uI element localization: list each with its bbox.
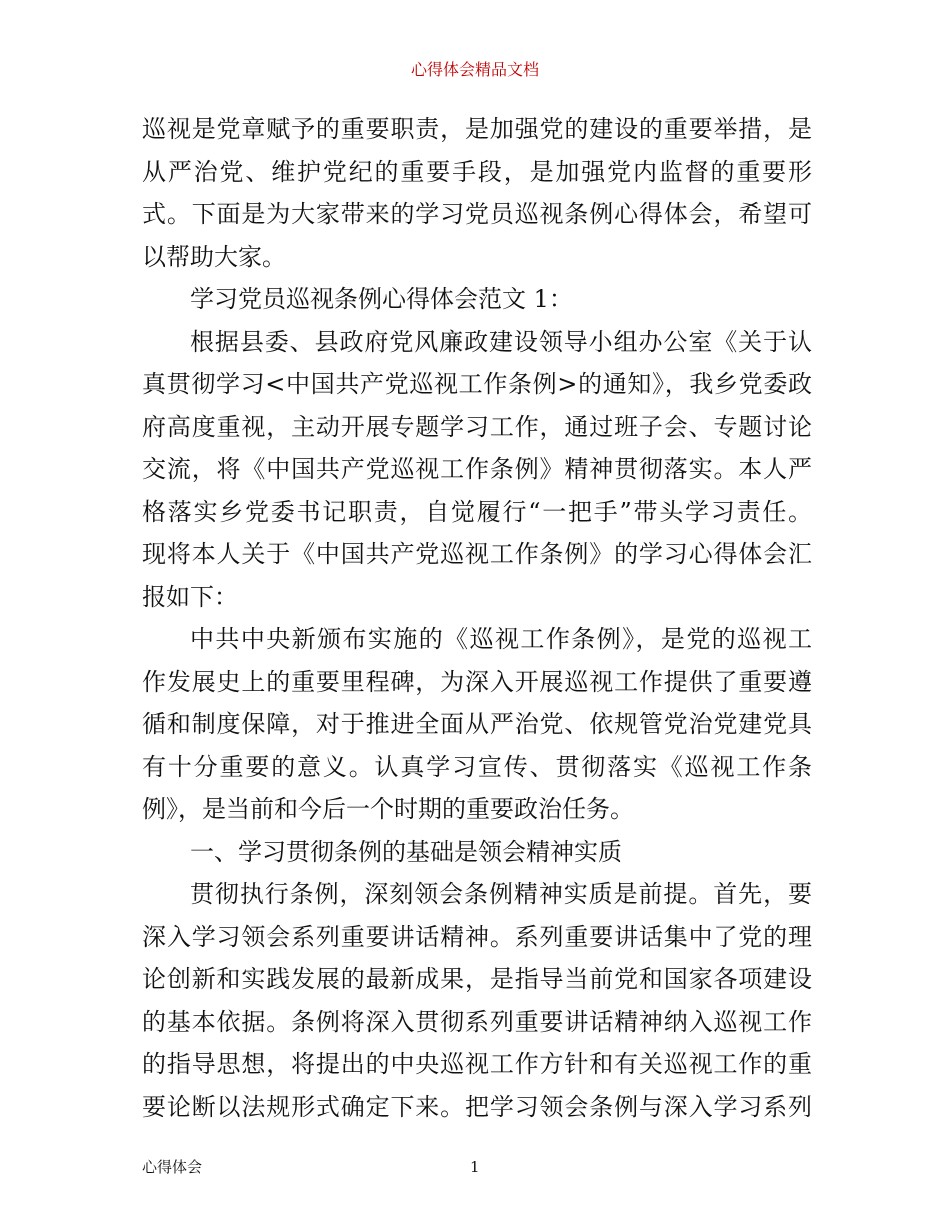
body-line: 根据县委、县政府党风廉政建设领导小组办公室《关于认 bbox=[190, 327, 812, 356]
body-line: 作发展史上的重要里程碑，为深入开展巡视工作提供了重要遵 bbox=[142, 667, 812, 696]
body-line: 有十分重要的意义。认真学习宣传、贯彻落实《巡视工作条 bbox=[142, 752, 812, 781]
body-line: 交流，将《中国共产党巡视工作条例》精神贯彻落实。本人严 bbox=[142, 455, 812, 483]
body-line: 格落实乡党委书记职责，自觉履行“一把手”带头学习责任。 bbox=[142, 497, 812, 526]
body-line: 府高度重视，主动开展专题学习工作，通过班子会、专题讨论 bbox=[142, 412, 812, 441]
body-line: 论创新和实践发展的最新成果，是指导当前党和国家各项建设 bbox=[142, 965, 812, 993]
body-line: 从严治党、维护党纪的重要手段，是加强党内监督的重要形 bbox=[142, 157, 812, 186]
body-line: 巡视是党章赋予的重要职责，是加强党的建设的重要举措，是 bbox=[142, 115, 812, 143]
body-line: 式。下面是为大家带来的学习党员巡视条例心得体会，希望可 bbox=[142, 200, 812, 228]
body-line: 要论断以法规形式确定下来。把学习领会条例与深入学习系列 bbox=[142, 1092, 812, 1121]
body-line: 中共中央新颁布实施的《巡视工作条例》，是党的巡视工 bbox=[190, 625, 812, 653]
body-line: 的基本依据。条例将深入贯彻系列重要讲话精神纳入巡视工作 bbox=[142, 1007, 812, 1036]
body-line: 深入学习领会系列重要讲话精神。系列重要讲话集中了党的理 bbox=[142, 922, 812, 951]
body-line: 例》，是当前和今后一个时期的重要政治任务。 bbox=[142, 795, 634, 823]
document-body bbox=[142, 108, 812, 1128]
body-line: 的指导思想，将提出的中央巡视工作方针和有关巡视工作的重 bbox=[142, 1050, 812, 1078]
body-line: 现将本人关于《中国共产党巡视工作条例》的学习心得体会汇 bbox=[142, 540, 812, 568]
page-number: 1 bbox=[470, 1158, 480, 1176]
body-line: 循和制度保障，对于推进全面从严治党、依规管党治党建党具 bbox=[142, 710, 812, 738]
section-heading: 一、学习贯彻条例的基础是领会精神实质 bbox=[190, 837, 622, 866]
page-header-title: 心得体会精品文档 bbox=[410, 60, 539, 79]
body-line: 报如下： bbox=[142, 582, 238, 611]
body-line: 以帮助大家。 bbox=[142, 242, 286, 271]
section-heading: 学习党员巡视条例心得体会范文 1： bbox=[190, 285, 573, 313]
body-line: 真贯彻学习<中国共产党巡视工作条例>的通知》，我乡党委政 bbox=[142, 370, 812, 398]
body-line: 贯彻执行条例，深刻领会条例精神实质是前提。首先，要 bbox=[190, 880, 812, 908]
footer-label: 心得体会 bbox=[142, 1158, 203, 1176]
